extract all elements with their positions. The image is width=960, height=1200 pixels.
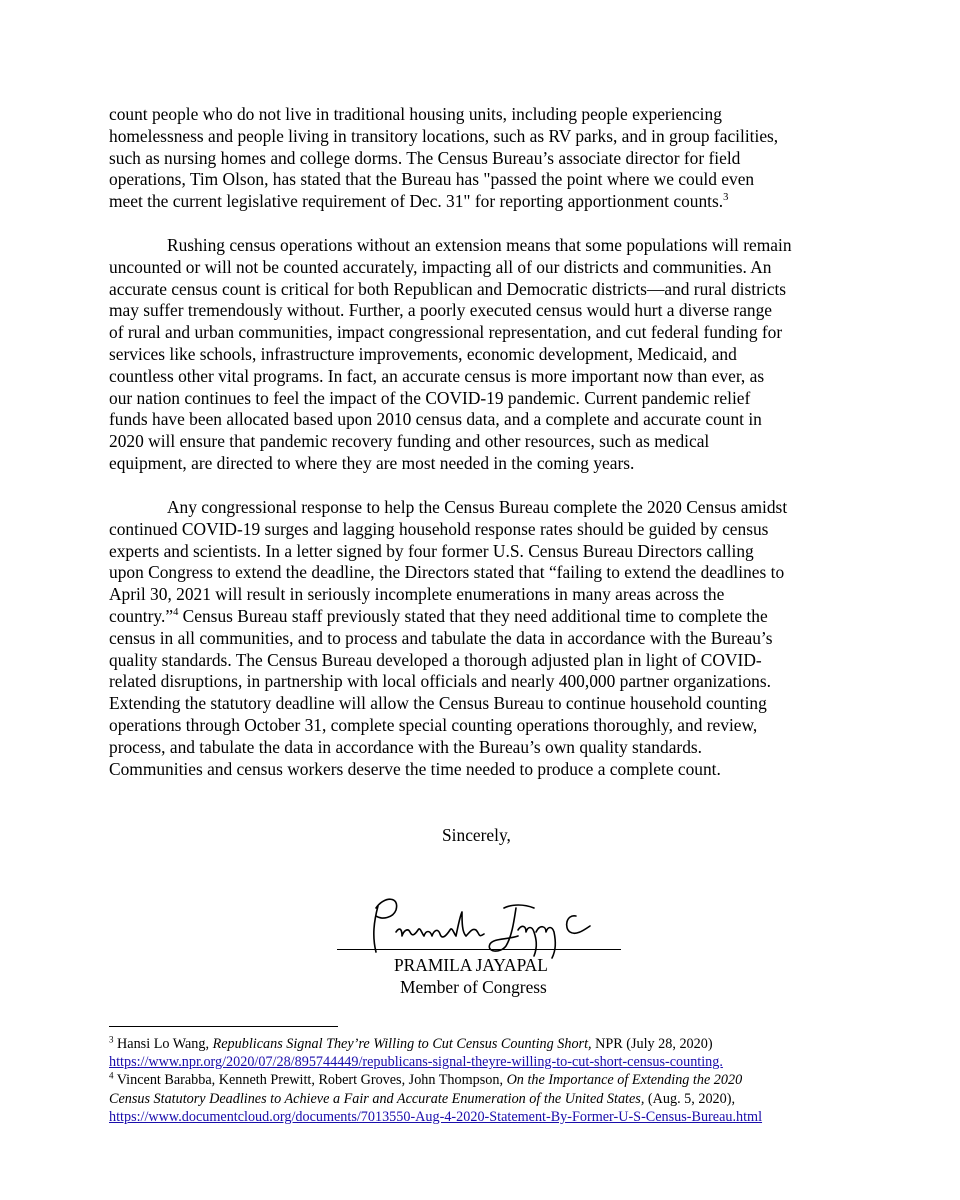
footnote-author: Hansi Lo Wang, xyxy=(113,1036,213,1052)
paragraph-line: of rural and urban communities, impact congressional representation, and cut federal funding for xyxy=(109,322,783,343)
paragraph-1 xyxy=(109,104,854,213)
paragraph-line: operations through October 31, complete special counting operations thoroughly, and review, xyxy=(109,714,758,735)
signature-line xyxy=(337,949,621,950)
footnote-authors: Vincent Barabba, Kenneth Prewitt, Robert Groves, John Thompson, xyxy=(113,1072,507,1089)
footnote-title-continued: Census Statutory Deadlines to Achieve a Fair and Accurate Enumeration of the United States, xyxy=(109,1090,645,1107)
footnote-ref-4: 4 xyxy=(173,607,179,619)
paragraph-line: Any congressional response to help the Census Bureau complete the 2020 Census amidst xyxy=(167,497,788,517)
paragraph-line: quality standards. The Census Bureau developed a thorough adjusted plan in light of COVID- xyxy=(109,649,762,670)
closing-salutation: Sincerely, xyxy=(442,825,511,845)
footnote-4-url-line xyxy=(109,1108,869,1126)
paragraph-line: experts and scientists. In a letter signed by four former U.S. Census Bureau Directors calling xyxy=(109,540,754,561)
footnote-title: On the Importance of Extending the 2020 xyxy=(506,1072,743,1089)
paragraph-line: census in all communities, and to process and tabulate the data in accordance with the Bureau’s xyxy=(109,627,773,648)
signer-name: PRAMILA JAYAPAL xyxy=(394,955,548,975)
signer-title: Member of Congress xyxy=(400,977,547,997)
paragraph-line: Communities and census workers deserve the time needed to produce a complete count. xyxy=(109,758,721,779)
paragraph-line: upon Congress to extend the deadline, the Directors stated that “failing to extend the deadlines to xyxy=(109,562,785,583)
paragraph-line: Extending the statutory deadline will allow the Census Bureau to continue household counting xyxy=(109,693,767,714)
paragraph-line-text: Census Bureau staff previously stated that they need additional time to complete the xyxy=(178,605,768,626)
paragraph-line: April 30, 2021 will result in seriously incomplete enumerations in many areas across the xyxy=(109,584,725,605)
footnote-date: (Aug. 5, 2020), xyxy=(644,1090,736,1107)
footnote-source: NPR (July 28, 2020) xyxy=(591,1036,713,1052)
footnote-divider xyxy=(109,1026,338,1027)
paragraph-line: accurate census count is critical for both Republican and Democratic districts—and rural districts xyxy=(109,278,787,299)
paragraph-line: our nation continues to feel the impact of the COVID-19 pandemic. Current pandemic relief xyxy=(109,387,751,408)
paragraph-line: funds have been allocated based upon 2010 census data, and a complete and accurate count in xyxy=(109,409,762,430)
paragraph-line-text: meet the current legislative requirement of Dec. 31" for reporting apportionment counts. xyxy=(109,191,724,212)
footnote-4-line-2 xyxy=(109,1090,869,1108)
paragraph-line: operations, Tim Olson, has stated that the Bureau has "passed the point where we could even xyxy=(109,169,755,190)
paragraph-line: equipment, are directed to where they are most needed in the coming years. xyxy=(109,452,635,473)
footnote-3 xyxy=(109,1035,869,1053)
paragraph-line-text: country.” xyxy=(109,605,174,626)
signature-block xyxy=(330,886,630,1001)
paragraph-2 xyxy=(109,235,854,475)
footnote-title: Republicans Signal They’re Willing to Cut Census Counting Short, xyxy=(212,1036,592,1052)
paragraph-line: may suffer tremendously without. Further, a poorly executed census would hurt a diverse range xyxy=(109,300,773,321)
footnote-4-link[interactable]: https://www.documentcloud.org/documents/7013550-Aug-4-2020-Statement-By-Former-U-S-Census-Bureau.html xyxy=(109,1108,763,1125)
paragraph-line: 2020 will ensure that pandemic recovery funding and other resources, such as medical xyxy=(109,431,710,452)
paragraph-line: services like schools, infrastructure improvements, economic development, Medicaid, and xyxy=(109,343,737,364)
footnote-4 xyxy=(109,1071,869,1089)
footnotes xyxy=(109,1035,869,1126)
paragraph-line: countless other vital programs. In fact, an accurate census is more important now than ever, as xyxy=(109,365,765,386)
paragraph-line xyxy=(109,191,854,213)
paragraph-line: homelessness and people living in transitory locations, such as RV parks, and in group facilities, xyxy=(109,125,779,146)
paragraph-line: process, and tabulate the data in accordance with the Bureau’s own quality standards. xyxy=(109,736,703,757)
paragraph-line: count people who do not live in traditional housing units, including people experiencing xyxy=(109,104,722,124)
footnote-3-url-line xyxy=(109,1053,869,1071)
footnote-number: 3 xyxy=(109,1034,114,1045)
footnote-3-link[interactable]: https://www.npr.org/2020/07/28/895744449/republicans-signal-theyre-willing-to-cut-short-census-counting. xyxy=(109,1054,723,1071)
footnote-number: 4 xyxy=(109,1070,114,1081)
paragraph-line xyxy=(109,606,854,628)
paragraph-line: continued COVID-19 surges and lagging household response rates should be guided by census xyxy=(109,518,769,539)
paragraph-3 xyxy=(109,497,854,780)
paragraph-line: Rushing census operations without an extension means that some populations will remain xyxy=(167,235,792,255)
paragraph-line: related disruptions, in partnership with local officials and nearly 400,000 partner organizations. xyxy=(109,671,771,692)
paragraph-line: such as nursing homes and college dorms. The Census Bureau’s associate director for field xyxy=(109,147,741,168)
paragraph-line: uncounted or will not be counted accurately, impacting all of our districts and communities. An xyxy=(109,256,772,277)
footnote-ref-3: 3 xyxy=(723,192,729,204)
